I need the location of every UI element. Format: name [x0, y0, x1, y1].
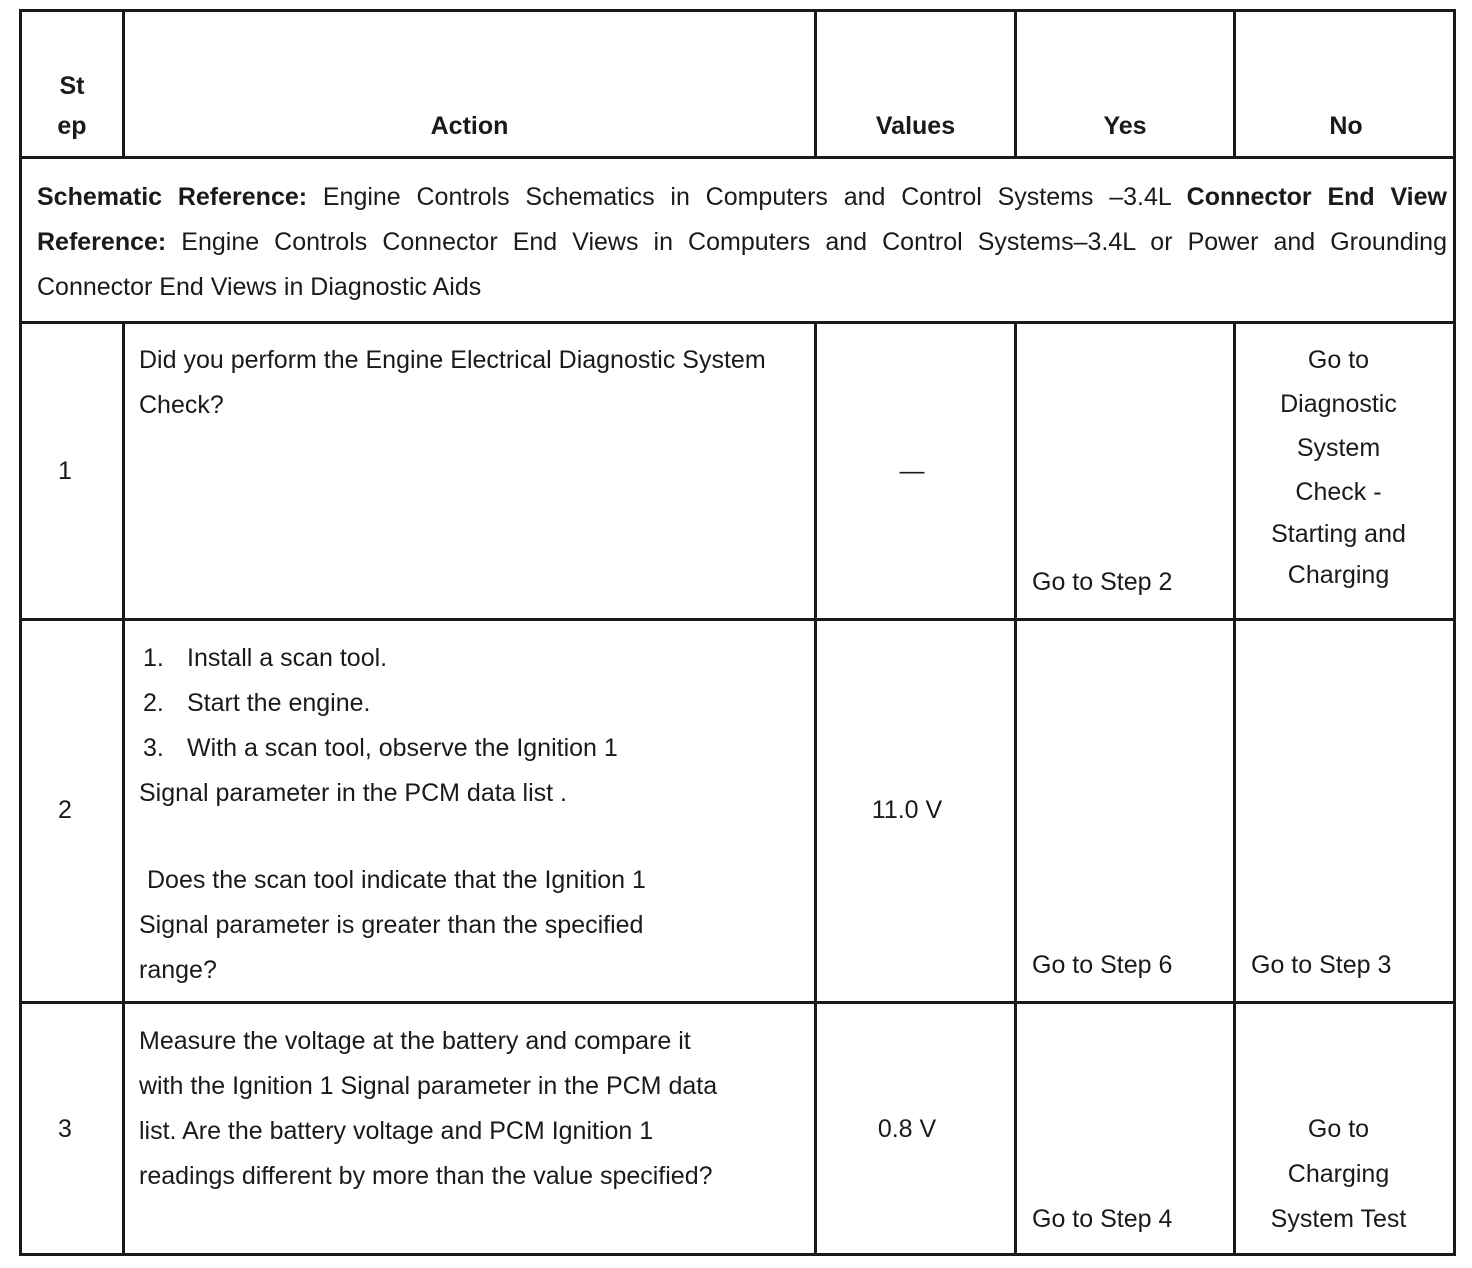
header-yes: Yes	[1103, 112, 1147, 140]
schematic-reference-text: Engine Controls Schematics in Computers and Control Systems –3.4L	[307, 183, 1187, 211]
yes-link[interactable]: Go to Step 4	[1032, 1205, 1173, 1233]
list-item: 3. With a scan tool, observe the Ignition 1	[143, 734, 618, 762]
connector-reference-text: Engine Controls Connector End Views in Computers and Control Systems–3.4L or Power and Grounding Connector End Views in Diagnostic Aids	[37, 228, 1447, 301]
schematic-reference-label: Schematic Reference:	[37, 183, 308, 211]
reference-divider	[22, 321, 1453, 324]
list-item: 1. Install a scan tool.	[143, 644, 388, 672]
connector-reference-label: Connector End View Reference:	[37, 183, 1447, 256]
action-steps-list	[139, 636, 699, 771]
action-text: Did you perform the Engine Electrical Diagnostic System Check?	[139, 346, 766, 419]
value-text: —	[899, 457, 925, 485]
col-divider	[122, 321, 125, 1253]
header-action: Action	[430, 112, 509, 140]
row2-divider	[22, 1001, 1453, 1004]
header-no: No	[1329, 112, 1363, 140]
yes-link[interactable]: Go to Step 6	[1032, 951, 1173, 979]
no-link[interactable]: Go to Charging System Test	[1270, 1115, 1407, 1233]
diagnostic-table	[19, 9, 1456, 1256]
action-text: 1. Install a scan tool. 2. Start the engine. 3. With a scan tool, observe the Ignition 1 Signal parameter in the PCM data list . Does the scan tool indicate that the Ignition 1 Signal parameter is greater than the specified range?	[139, 636, 699, 993]
list-item: 2. Start the engine.	[143, 689, 371, 717]
header-divider	[22, 156, 1453, 159]
row1-divider	[22, 618, 1453, 621]
step-number: 3	[58, 1115, 72, 1143]
reference-note	[37, 175, 1447, 310]
step-number: 1	[58, 457, 72, 485]
step-number: 2	[58, 796, 72, 824]
action-question: Does the scan tool indicate that the Ignition 1 Signal parameter is greater than the specified range?	[139, 866, 646, 984]
header-values: Values	[875, 112, 956, 140]
value-text: 0.8 V	[877, 1115, 937, 1143]
value-text: 11.0 V	[871, 796, 943, 824]
action-text: Measure the voltage at the battery and compare it with the Ignition 1 Signal parameter in the PCM data list. Are the battery voltage and PCM Ignition 1 readings different by more than the value specified?	[139, 1027, 718, 1190]
header-step: St ep	[57, 72, 87, 140]
no-link[interactable]: Go to Step 3	[1251, 951, 1392, 979]
col-divider	[1014, 321, 1017, 1253]
no-link[interactable]: Go to Diagnostic System Check - Starting and Charging	[1271, 346, 1406, 589]
yes-link[interactable]: Go to Step 2	[1032, 568, 1173, 596]
